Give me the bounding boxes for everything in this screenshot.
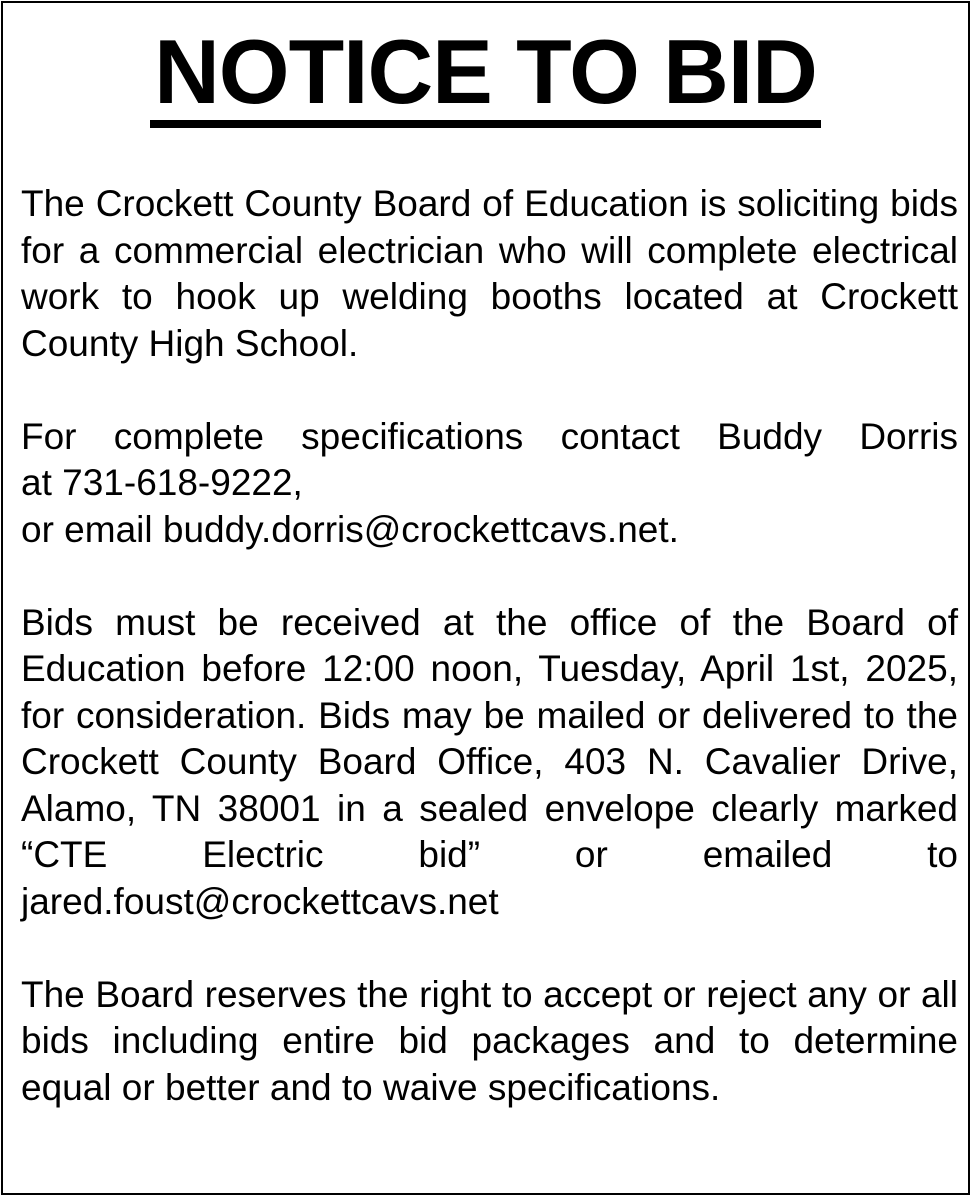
notice-title: NOTICE TO BID [150,27,821,128]
contact-phone: at 731-618-9222, [21,462,303,503]
notice-body [21,181,958,1158]
contact-email: or email buddy.dorris@crockettcavs.net. [21,508,679,550]
paragraph-contact [21,414,958,554]
paragraph-reservation: The Board reserves the right to accept or reject any or all bids including entire bid packages and to determine equal or better and to waive specifications. [21,973,958,1108]
notice-frame [1,1,970,1195]
paragraph-submission: Bids must be received at the office of the Board of Education before 12:00 noon, Tuesday, April 1st, 2025, for consideration. Bids may be mailed or delivered to the Crockett County Board Office, 403 N. Cavalier Drive, Alamo, TN 38001 in a sealed envelope clearly marked “CTE Electric bid” or emailed to jared.foust@crockettcavs.net [21,601,958,922]
contact-line: For complete specifications contact Buddy Dorris [21,415,958,457]
paragraph-solicitation: The Crockett County Board of Education is soliciting bids for a commercial electrician who will complete electrical work to hook up welding booths located at Crockett County High School. [21,183,958,364]
title-wrap [3,22,968,128]
